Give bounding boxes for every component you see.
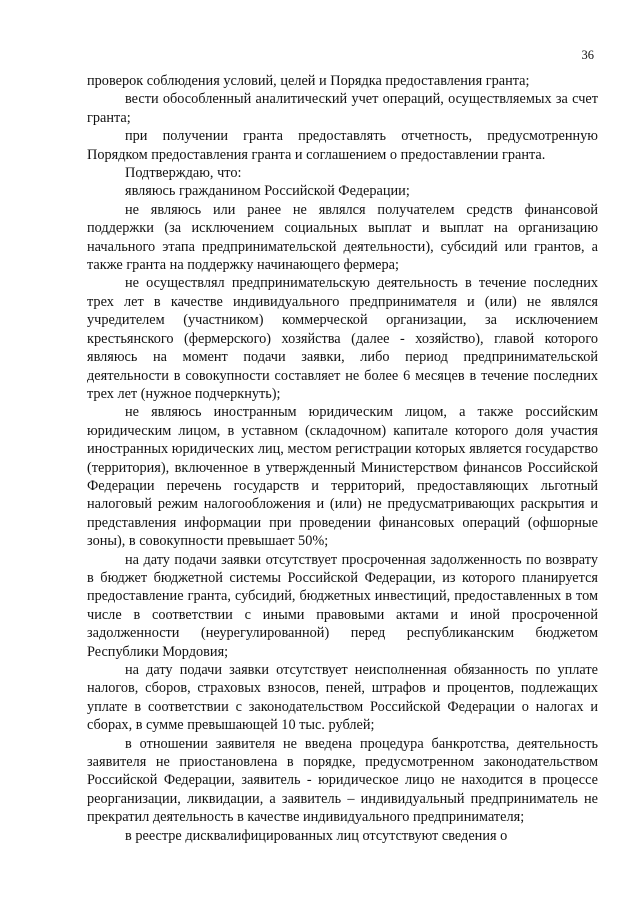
paragraph: при получении гранта предоставлять отчетность, предусмотренную Порядком предоставления гранта и соглашением о предоставлении гранта.	[87, 128, 598, 163]
paragraph: вести обособленный аналитический учет операций, осуществляемых за счет гранта;	[87, 91, 598, 126]
paragraph: на дату подачи заявки отсутствует просроченная задолженность по возврату в бюджет бюджетной системы Российской Федерации, из которого планируется предоставление гранта, субсидий, бюджетных инвестиций, предоставленных в том числе в соответствии с иными правовыми актами и иной просроченной задолженности (неурегулированной) перед республиканским бюджетом Республики Мордовия;	[87, 551, 598, 660]
paragraph: являюсь гражданином Российской Федерации;	[125, 183, 410, 200]
paragraph: в реестре дисквалифицированных лиц отсутствуют сведения о	[125, 827, 508, 844]
page-number: 36	[581, 48, 594, 62]
paragraph: не являюсь иностранным юридическим лицом, а также российским юридическим лицом, в уставном (складочном) капитале которого доля участия иностранных юридических лиц, местом регистрации которых является государство (территория), включенное в утвержденный Министерством финансов Российской Федерации перечень государств и территорий, предоставляющих льготный налоговый режим налогообложения и (или) не предусматривающих раскрытия и представления информации при проведении финансовых операций (офшорные зоны), в совокупности превышает 50%;	[87, 404, 598, 550]
paragraph: на дату подачи заявки отсутствует неисполненная обязанность по уплате налогов, сборов, страховых взносов, пеней, штрафов и процентов, подлежащих уплате в соответствии с законодательством Российской Федерации о налогах и сборах, в сумме превышающей 10 тыс. рублей;	[87, 662, 598, 734]
paragraph-continuation: проверок соблюдения условий, целей и Порядка предоставления гранта;	[87, 73, 530, 89]
paragraph: не являюсь или ранее не являлся получателем средств финансовой поддержки (за исключением социальных выплат и выплат на организацию начального этапа предпринимательской деятельности), субсидий или грантов, а также гранта на поддержку начинающего фермера;	[87, 201, 598, 274]
paragraph: Подтверждаю, что:	[125, 165, 242, 182]
document-body	[87, 72, 598, 845]
paragraph: в отношении заявителя не введена процедура банкротства, деятельность заявителя не приостановлена в порядке, предусмотренном законодательством Российской Федерации, заявитель - юридическое лицо не находится в процессе реорганизации, ликвидации, а заявитель – индивидуальный предприниматель не прекратил деятельность в качестве индивидуального предпринимателя;	[87, 735, 598, 826]
paragraph: не осуществлял предпринимательскую деятельность в течение последних трех лет в качестве индивидуального предпринимателя и (или) не являлся учредителем (участником) коммерческой организации, за исключением крестьянского (фермерского) хозяйства (далее - хозяйство), главой которого являюсь на момент подачи заявки, либо период предпринимательской деятельности в совокупности составляет не более 6 месяцев в течение последних трех лет (нужное подчеркнуть);	[87, 275, 598, 402]
